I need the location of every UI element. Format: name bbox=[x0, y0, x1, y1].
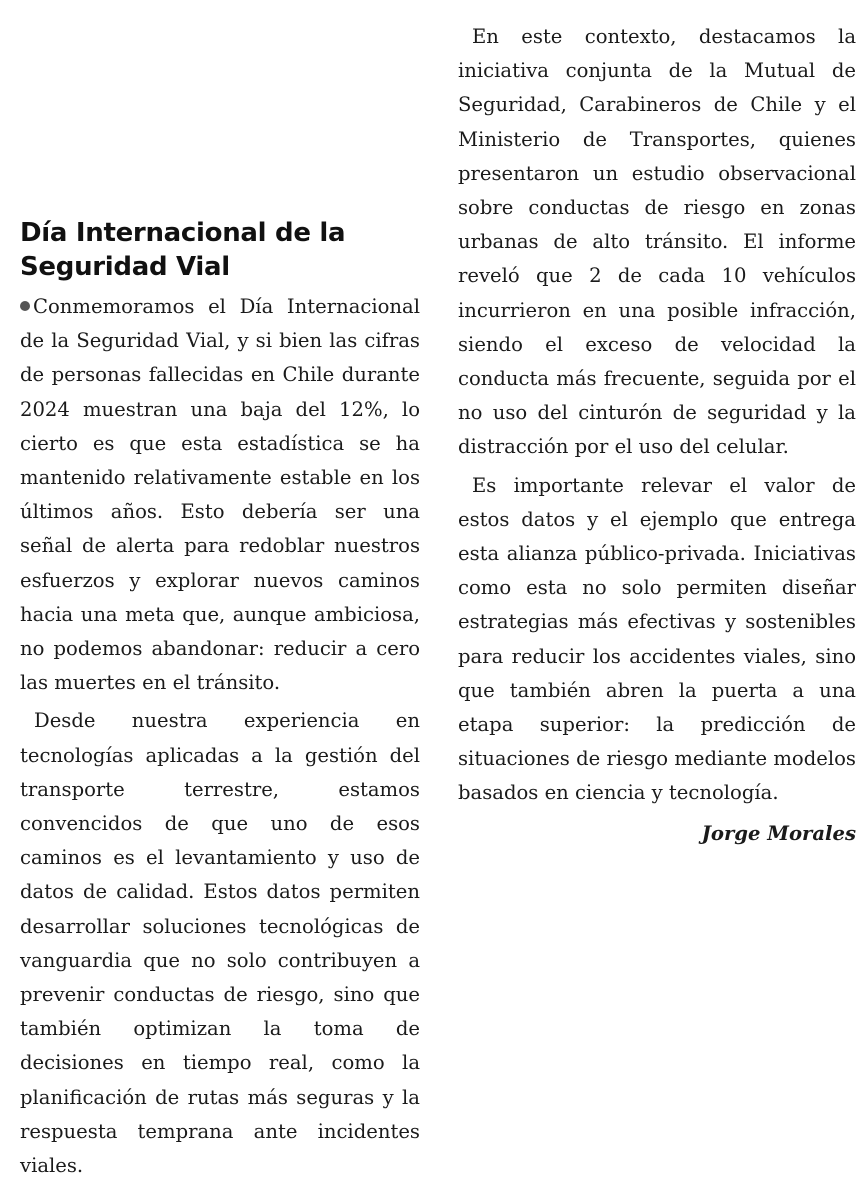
author-signature: Jorge Morales bbox=[701, 822, 856, 845]
article-paragraph-2: Desde nuestra experiencia en tecnologías aplicadas a la gestión del transporte terrestre, estamos convencidos de que uno de esos caminos es el levantamiento y uso de datos de calidad. Estos datos permiten desarrollar soluciones tecnológicas de vanguardia que no solo contribuyen a prevenir conductas de riesgo, sino que también optimizan la toma de decisiones en tiempo real, como la planificación de rutas más seguras y la respuesta temprana ante incidentes viales. bbox=[20, 709, 420, 1178]
bullet-icon bbox=[20, 301, 30, 311]
article-paragraph-3: En este contexto, destacamos la iniciativa conjunta de la Mutual de Seguridad, Carabineros de Chile y el Ministerio de Transportes, quienes presentaron un estudio observacional sobre conductas de riesgo en zonas urbanas de alto tránsito. El informe reveló que 2 de cada 10 vehículos incurrieron en una posible infracción, siendo el exceso de velocidad la conducta más frecuente, seguida por el no uso del cinturón de seguridad y la distracción por el uso del celular. bbox=[458, 25, 856, 459]
article-paragraph-1 bbox=[20, 290, 420, 700]
article-column-right bbox=[458, 20, 856, 815]
paragraph-text: Conmemoramos el Día Internacional de la Seguridad Vial, y si bien las cifras de personas fallecidas en Chile durante 2024 muestran una baja del 12%, lo cierto es que esta estadística se ha mantenido relativamente estable en los últimos años. Esto debería ser una señal de alerta para redoblar nuestros esfuerzos y explorar nuevos caminos hacia una meta que, aunque ambiciosa, no podemos abandonar: reducir a cero las muertes en el tránsito. bbox=[20, 295, 420, 695]
article-column-left bbox=[20, 290, 420, 1187]
article-paragraph-4: Es importante relevar el valor de estos datos y el ejemplo que entrega esta alianza público-privada. Iniciativas como esta no solo permiten diseñar estrategias más efectivas y sostenibles para reducir los accidentes viales, sino que también abren la puerta a una etapa superior: la predicción de situaciones de riesgo mediante modelos basados en ciencia y tecnología. bbox=[458, 473, 856, 805]
article-title: Día Internacional de la Seguridad Vial bbox=[20, 218, 346, 282]
